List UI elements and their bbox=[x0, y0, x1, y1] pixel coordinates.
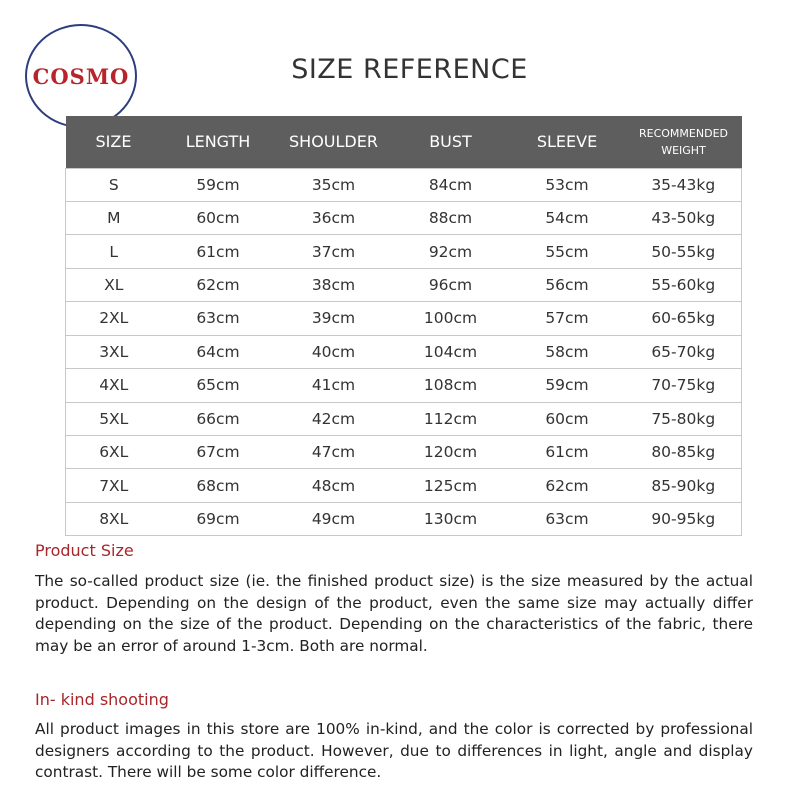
cell-size: 3XL bbox=[66, 335, 162, 368]
cell-size: 5XL bbox=[66, 402, 162, 435]
table-row bbox=[66, 201, 742, 234]
table-row bbox=[66, 235, 742, 268]
cell-shoulder: 38cm bbox=[275, 268, 393, 301]
cell-weight: 80-85kg bbox=[626, 436, 742, 469]
header-size: SIZE bbox=[66, 116, 162, 168]
cell-length: 65cm bbox=[162, 369, 275, 402]
header-recommended-weight: RECOMMENDED WEIGHT bbox=[626, 116, 742, 168]
cell-weight: 90-95kg bbox=[626, 502, 742, 535]
cell-weight: 35-43kg bbox=[626, 168, 742, 201]
table-row bbox=[66, 436, 742, 469]
cell-size: XL bbox=[66, 268, 162, 301]
cell-sleeve: 55cm bbox=[509, 235, 626, 268]
header-shoulder: SHOULDER bbox=[275, 116, 393, 168]
cell-shoulder: 39cm bbox=[275, 302, 393, 335]
cell-length: 68cm bbox=[162, 469, 275, 502]
cell-size: 7XL bbox=[66, 469, 162, 502]
header-length: LENGTH bbox=[162, 116, 275, 168]
cell-length: 60cm bbox=[162, 201, 275, 234]
cell-shoulder: 48cm bbox=[275, 469, 393, 502]
table-row bbox=[66, 168, 742, 201]
cell-length: 61cm bbox=[162, 235, 275, 268]
cell-shoulder: 49cm bbox=[275, 502, 393, 535]
cell-bust: 130cm bbox=[393, 502, 509, 535]
size-table bbox=[65, 116, 742, 536]
in-kind-shooting-text: All product images in this store are 100% in-kind, and the color is corrected by professional designers according to the product. However, due to differences in light, angle and display contrast. There will be some color difference. bbox=[35, 720, 753, 781]
cell-bust: 92cm bbox=[393, 235, 509, 268]
table-row bbox=[66, 335, 742, 368]
cell-bust: 112cm bbox=[393, 402, 509, 435]
cell-length: 66cm bbox=[162, 402, 275, 435]
cell-sleeve: 58cm bbox=[509, 335, 626, 368]
cell-sleeve: 61cm bbox=[509, 436, 626, 469]
cell-size: 4XL bbox=[66, 369, 162, 402]
cell-weight: 43-50kg bbox=[626, 201, 742, 234]
table-row bbox=[66, 268, 742, 301]
cell-bust: 104cm bbox=[393, 335, 509, 368]
cell-bust: 108cm bbox=[393, 369, 509, 402]
cell-weight: 65-70kg bbox=[626, 335, 742, 368]
cell-sleeve: 62cm bbox=[509, 469, 626, 502]
cell-length: 62cm bbox=[162, 268, 275, 301]
cell-size: 8XL bbox=[66, 502, 162, 535]
cell-length: 64cm bbox=[162, 335, 275, 368]
cell-shoulder: 36cm bbox=[275, 201, 393, 234]
cell-weight: 50-55kg bbox=[626, 235, 742, 268]
table-row bbox=[66, 302, 742, 335]
page-title: SIZE REFERENCE bbox=[291, 54, 528, 85]
cell-weight: 75-80kg bbox=[626, 402, 742, 435]
header-sleeve: SLEEVE bbox=[509, 116, 626, 168]
cell-bust: 120cm bbox=[393, 436, 509, 469]
table-row bbox=[66, 469, 742, 502]
cell-sleeve: 63cm bbox=[509, 502, 626, 535]
cell-shoulder: 47cm bbox=[275, 436, 393, 469]
in-kind-shooting-heading: In- kind shooting bbox=[35, 690, 169, 709]
header-bust: BUST bbox=[393, 116, 509, 168]
cell-shoulder: 42cm bbox=[275, 402, 393, 435]
cell-bust: 88cm bbox=[393, 201, 509, 234]
table-body bbox=[66, 168, 742, 536]
cell-sleeve: 54cm bbox=[509, 201, 626, 234]
cell-size: 2XL bbox=[66, 302, 162, 335]
table-row bbox=[66, 369, 742, 402]
cell-sleeve: 60cm bbox=[509, 402, 626, 435]
cell-bust: 96cm bbox=[393, 268, 509, 301]
logo-text: COSMO bbox=[32, 63, 130, 89]
cell-shoulder: 41cm bbox=[275, 369, 393, 402]
cell-weight: 85-90kg bbox=[626, 469, 742, 502]
cell-bust: 84cm bbox=[393, 168, 509, 201]
table-header-row bbox=[66, 116, 742, 168]
cell-weight: 70-75kg bbox=[626, 369, 742, 402]
cell-shoulder: 35cm bbox=[275, 168, 393, 201]
cell-length: 63cm bbox=[162, 302, 275, 335]
cell-sleeve: 56cm bbox=[509, 268, 626, 301]
cell-size: M bbox=[66, 201, 162, 234]
cell-length: 69cm bbox=[162, 502, 275, 535]
cell-size: S bbox=[66, 168, 162, 201]
cell-sleeve: 57cm bbox=[509, 302, 626, 335]
cell-size: L bbox=[66, 235, 162, 268]
cell-weight: 55-60kg bbox=[626, 268, 742, 301]
cell-weight: 60-65kg bbox=[626, 302, 742, 335]
cell-sleeve: 53cm bbox=[509, 168, 626, 201]
table-row bbox=[66, 402, 742, 435]
cell-size: 6XL bbox=[66, 436, 162, 469]
cell-shoulder: 40cm bbox=[275, 335, 393, 368]
cell-sleeve: 59cm bbox=[509, 369, 626, 402]
cell-length: 59cm bbox=[162, 168, 275, 201]
product-size-text: The so-called product size (ie. the finished product size) is the size measured by the actual product. Depending on the design of the product, even the same size may actually differ depending on the size of the product. Depending on the characteristics of the fabric, there may be an error of around 1-3cm. Both are normal. bbox=[35, 572, 753, 655]
cell-bust: 100cm bbox=[393, 302, 509, 335]
table-row bbox=[66, 502, 742, 535]
cell-bust: 125cm bbox=[393, 469, 509, 502]
cell-length: 67cm bbox=[162, 436, 275, 469]
cell-shoulder: 37cm bbox=[275, 235, 393, 268]
product-size-heading: Product Size bbox=[35, 541, 134, 560]
